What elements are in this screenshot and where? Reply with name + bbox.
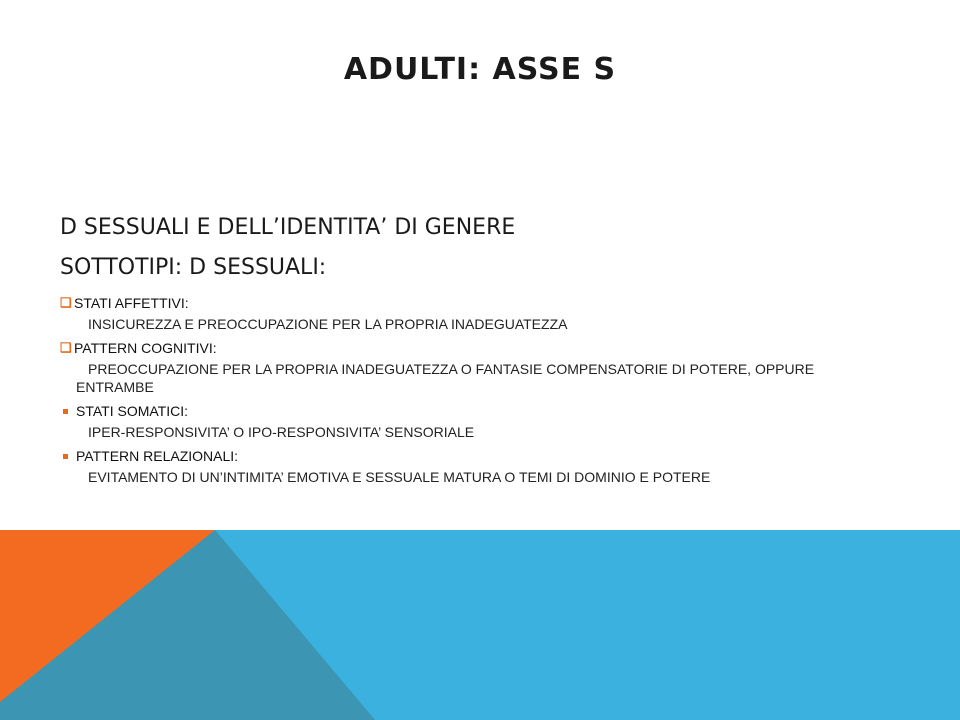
item-description: PREOCCUPAZIONE PER LA PROPRIA INADEGUATEZZA O FANTASIE COMPENSATORIE DI POTERE, OPPURE ENTRAMBE xyxy=(76,361,815,395)
heading-category: D SESSUALI E DELL’IDENTITA’ DI GENERE xyxy=(60,215,516,240)
item-label: STATI SOMATICI: xyxy=(76,403,188,419)
list-item xyxy=(60,446,880,486)
slide-title: ADULTI: ASSE S xyxy=(343,52,617,87)
list-item xyxy=(60,401,880,441)
slide-content xyxy=(60,208,880,486)
item-description: IPER-RESPONSIVITA’ O IPO-RESPONSIVITA’ SENSORIALE xyxy=(88,424,475,440)
square-bullet-icon xyxy=(63,409,68,414)
item-label: STATI AFFETTIVI: xyxy=(74,295,189,311)
decorative-band xyxy=(0,530,960,720)
heading-subtypes: SOTTOTIPI: D SESSUALI: xyxy=(60,255,327,280)
item-description: EVITAMENTO DI UN’INTIMITA’ EMOTIVA E SESSUALE MATURA O TEMI DI DOMINIO E POTERE xyxy=(88,469,711,485)
checkbox-bullet-icon: ❑ xyxy=(60,295,72,310)
item-label: PATTERN RELAZIONALI: xyxy=(76,448,239,464)
item-label: PATTERN COGNITIVI: xyxy=(74,340,217,356)
checkbox-bullet-icon: ❑ xyxy=(60,340,72,355)
item-description: INSICUREZZA E PREOCCUPAZIONE PER LA PROPRIA INADEGUATEZZA xyxy=(88,316,568,332)
list-item xyxy=(60,293,880,333)
square-bullet-icon xyxy=(63,454,68,459)
list-item xyxy=(60,338,880,396)
